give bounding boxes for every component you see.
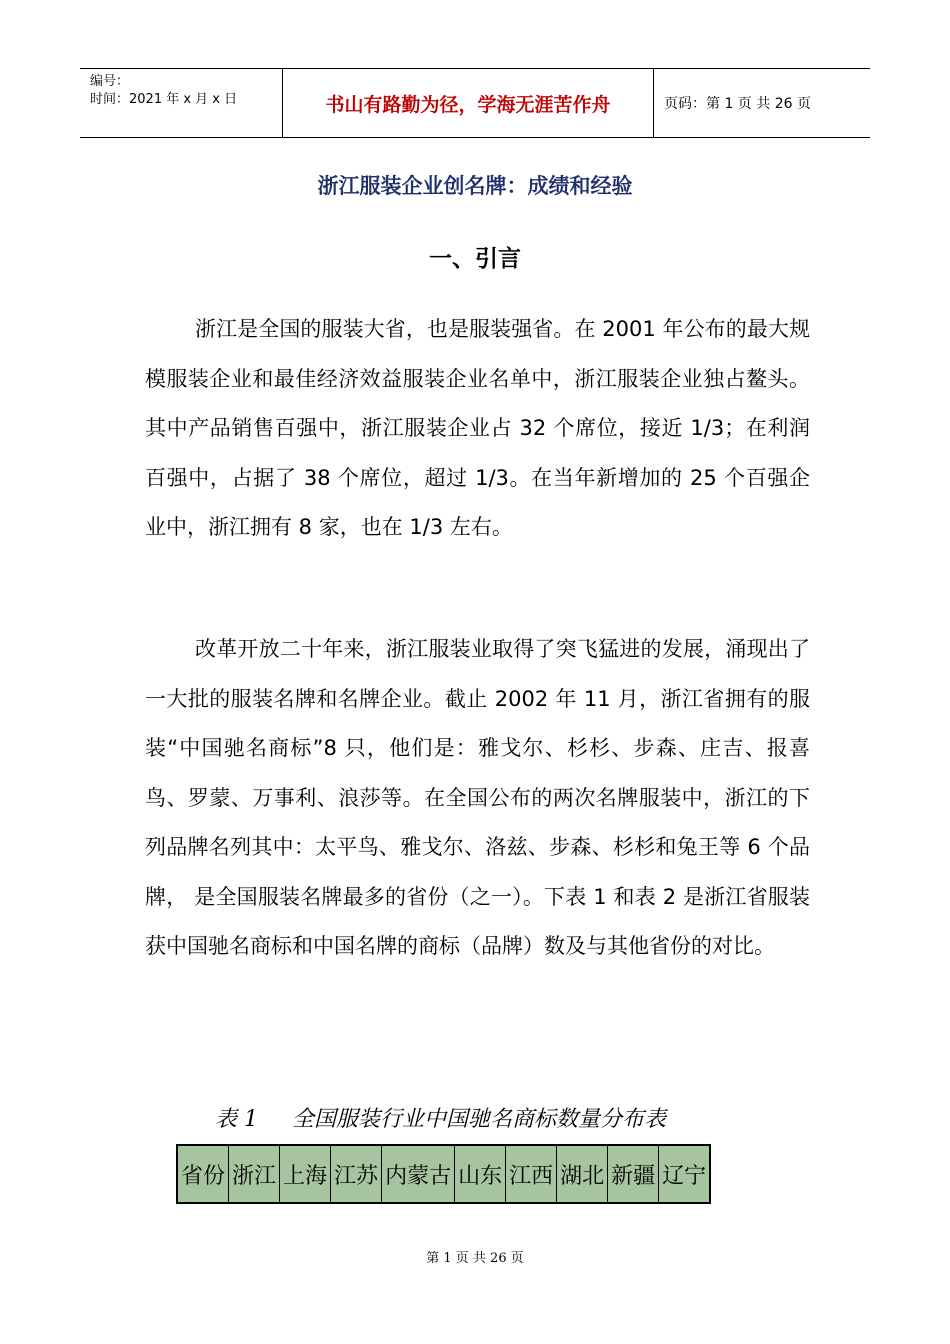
- page-footer: 第 1 页 共 26 页: [426, 1251, 524, 1266]
- header-motto: 书山有路勤为径，学海无涯苦作舟: [282, 69, 654, 137]
- table-caption-number: 表 1: [215, 1107, 258, 1132]
- header-page-info: 页码：第 1 页 共 26 页: [664, 96, 811, 112]
- paragraph-intro-2: 改革开放二十年来，浙江服装业取得了突飞猛进的发展，涌现出了一大批的服装名牌和名牌企业。截止 2002 年 11 月，浙江省拥有的服装“中国驰名商标”8 只，他们是：雅戈尔、杉杉、步森、庄吉、报喜鸟、罗蒙、万事利、浪莎等。在全国公布的两次名牌服装中，浙江的下列品牌名列其中：太平鸟、雅戈尔、洛兹、步森、杉杉和兔王等 6 个品牌， 是全国服装名牌最多的省份（之一）。下表 1 和表 2 是浙江省服装获中国驰名商标和中国名牌的商标（品牌）数及与其他省份的对比。: [145, 637, 810, 958]
- table-cell: 内蒙古: [382, 1145, 455, 1203]
- table-cell: 浙江: [229, 1145, 280, 1203]
- table-cell: 江西: [506, 1145, 557, 1203]
- table-cell: 新疆: [608, 1145, 659, 1203]
- page-header: [80, 68, 870, 138]
- section-heading: 一、引言: [429, 246, 521, 272]
- table-caption-title: 全国服装行业中国驰名商标数量分布表: [292, 1107, 667, 1132]
- table-cell: 湖北: [557, 1145, 608, 1203]
- header-meta: [80, 69, 282, 137]
- table-cell: 山东: [455, 1145, 506, 1203]
- table-cell: 江苏: [331, 1145, 382, 1203]
- time-label: 时间：2021 年 x 月 x 日: [90, 92, 238, 107]
- paragraph-intro-1: 浙江是全国的服装大省，也是服装强省。在 2001 年公布的最大规模服装企业和最佳经济效益服装企业名单中，浙江服装企业独占鳌头。其中产品销售百强中，浙江服装企业占 32 个席位，接近 1/3；在利润百强中，占据了 38 个席位，超过 1/3。在当年新增加的 25 个百强企业中，浙江拥有 8 家，也在 1/3 左右。: [145, 317, 810, 539]
- table-cell: 省份: [177, 1145, 229, 1203]
- document-title: 浙江服装企业创名牌：成绩和经验: [317, 174, 633, 198]
- number-label: 编号：: [90, 74, 130, 89]
- table-caption: [215, 1102, 666, 1133]
- table-cell: 上海: [280, 1145, 331, 1203]
- table-cell: 辽宁: [659, 1145, 711, 1203]
- trademark-distribution-table: [176, 1144, 711, 1204]
- table-header-row: [177, 1145, 710, 1203]
